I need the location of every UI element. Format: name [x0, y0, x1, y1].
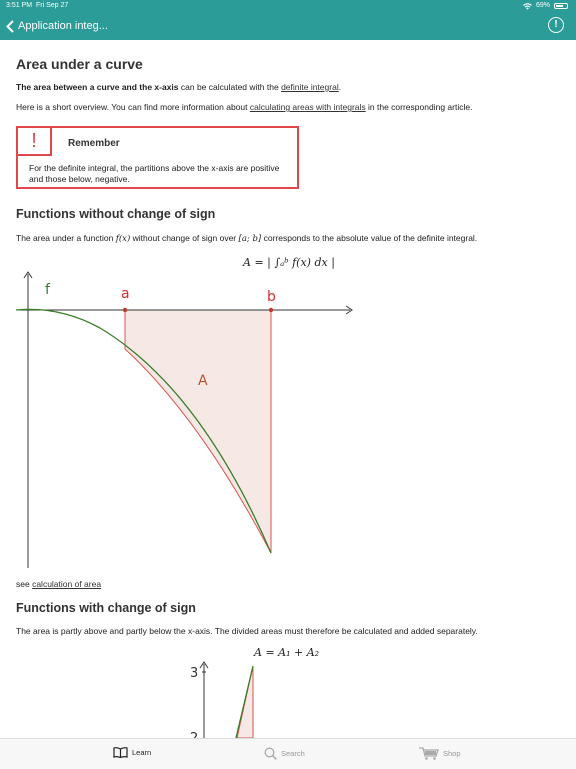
tick-3-label: 3: [190, 666, 199, 681]
graph-no-sign-change: [0, 268, 360, 578]
book-icon: [113, 747, 128, 758]
tab-shop[interactable]: [419, 747, 461, 760]
s1-c: corresponds to the absolute value of the definite integral.: [261, 233, 478, 243]
info-icon: !: [554, 19, 558, 30]
battery-icon: [554, 3, 568, 9]
tab-shop-label: Shop: [443, 749, 461, 758]
s1-a: The area under a function: [16, 233, 116, 243]
section2-text: The area is partly above and partly below the x-axis. The divided areas must therefore be calculated and added separately.: [16, 626, 478, 636]
article-title: Area under a curve: [16, 56, 143, 72]
overview-paragraph: [16, 102, 472, 113]
label-A: A: [198, 373, 208, 389]
s1-b: without change of sign over: [130, 233, 239, 243]
remember-title: Remember: [68, 138, 120, 149]
intro-mid: can be calculated with the: [178, 82, 282, 92]
s1-interval: [a; b]: [238, 234, 262, 244]
search-icon: [264, 747, 277, 760]
point-a: [123, 308, 127, 312]
tab-search-label: Search: [281, 749, 305, 758]
status-bar: [0, 0, 576, 12]
section1-text: [16, 233, 477, 245]
chevron-left-icon: [6, 20, 14, 33]
tab-learn[interactable]: [113, 747, 151, 758]
calculation-of-area-link[interactable]: calculation of area: [32, 579, 102, 589]
overview-end: in the corresponding article.: [365, 102, 473, 112]
tab-bar: [0, 738, 576, 769]
nav-bar: [0, 12, 576, 40]
remember-box: [16, 126, 299, 189]
definite-integral-link[interactable]: definite integral: [281, 82, 339, 92]
calculating-areas-link[interactable]: calculating areas with integrals: [249, 102, 366, 112]
see-prefix: see: [16, 579, 33, 589]
cart-icon: [419, 747, 439, 760]
s1-fx: f(x): [115, 234, 131, 244]
intro-end: .: [338, 82, 342, 92]
area-A: [125, 310, 271, 553]
status-time-date: 3:51 PM Fri Sep 27: [6, 2, 69, 9]
formula-1: A = | ∫ₐᵇ f(x) dx |: [243, 256, 335, 269]
section2-title: Functions with change of sign: [16, 601, 196, 615]
status-right: [523, 0, 568, 12]
wifi-icon: [523, 3, 532, 10]
tab-learn-label: Learn: [132, 748, 152, 757]
section1-title: Functions without change of sign: [16, 207, 216, 221]
label-b: b: [267, 289, 276, 305]
article-content: [16, 40, 560, 738]
exclamation-icon: !: [18, 128, 52, 156]
info-button[interactable]: [548, 17, 564, 33]
graph-sign-change: [160, 658, 290, 738]
remember-text: For the definite integral, the partitions above the x-axis are positive and those below, negative.: [29, 163, 280, 184]
label-a: a: [121, 286, 130, 302]
tab-search[interactable]: [264, 747, 305, 760]
intro-bold: The area between a curve and the x-axis: [16, 82, 179, 92]
back-label: Application integ...: [18, 20, 108, 32]
label-f: f: [45, 282, 50, 298]
see-paragraph: [16, 579, 101, 590]
intro-paragraph: [16, 82, 341, 93]
formula-2: A = A₁ + A₂: [254, 646, 320, 659]
overview-start: Here is a short overview. You can find more information about: [16, 102, 250, 112]
battery-percent: 69%: [535, 2, 550, 9]
back-button[interactable]: [6, 17, 108, 35]
point-b: [269, 308, 273, 312]
